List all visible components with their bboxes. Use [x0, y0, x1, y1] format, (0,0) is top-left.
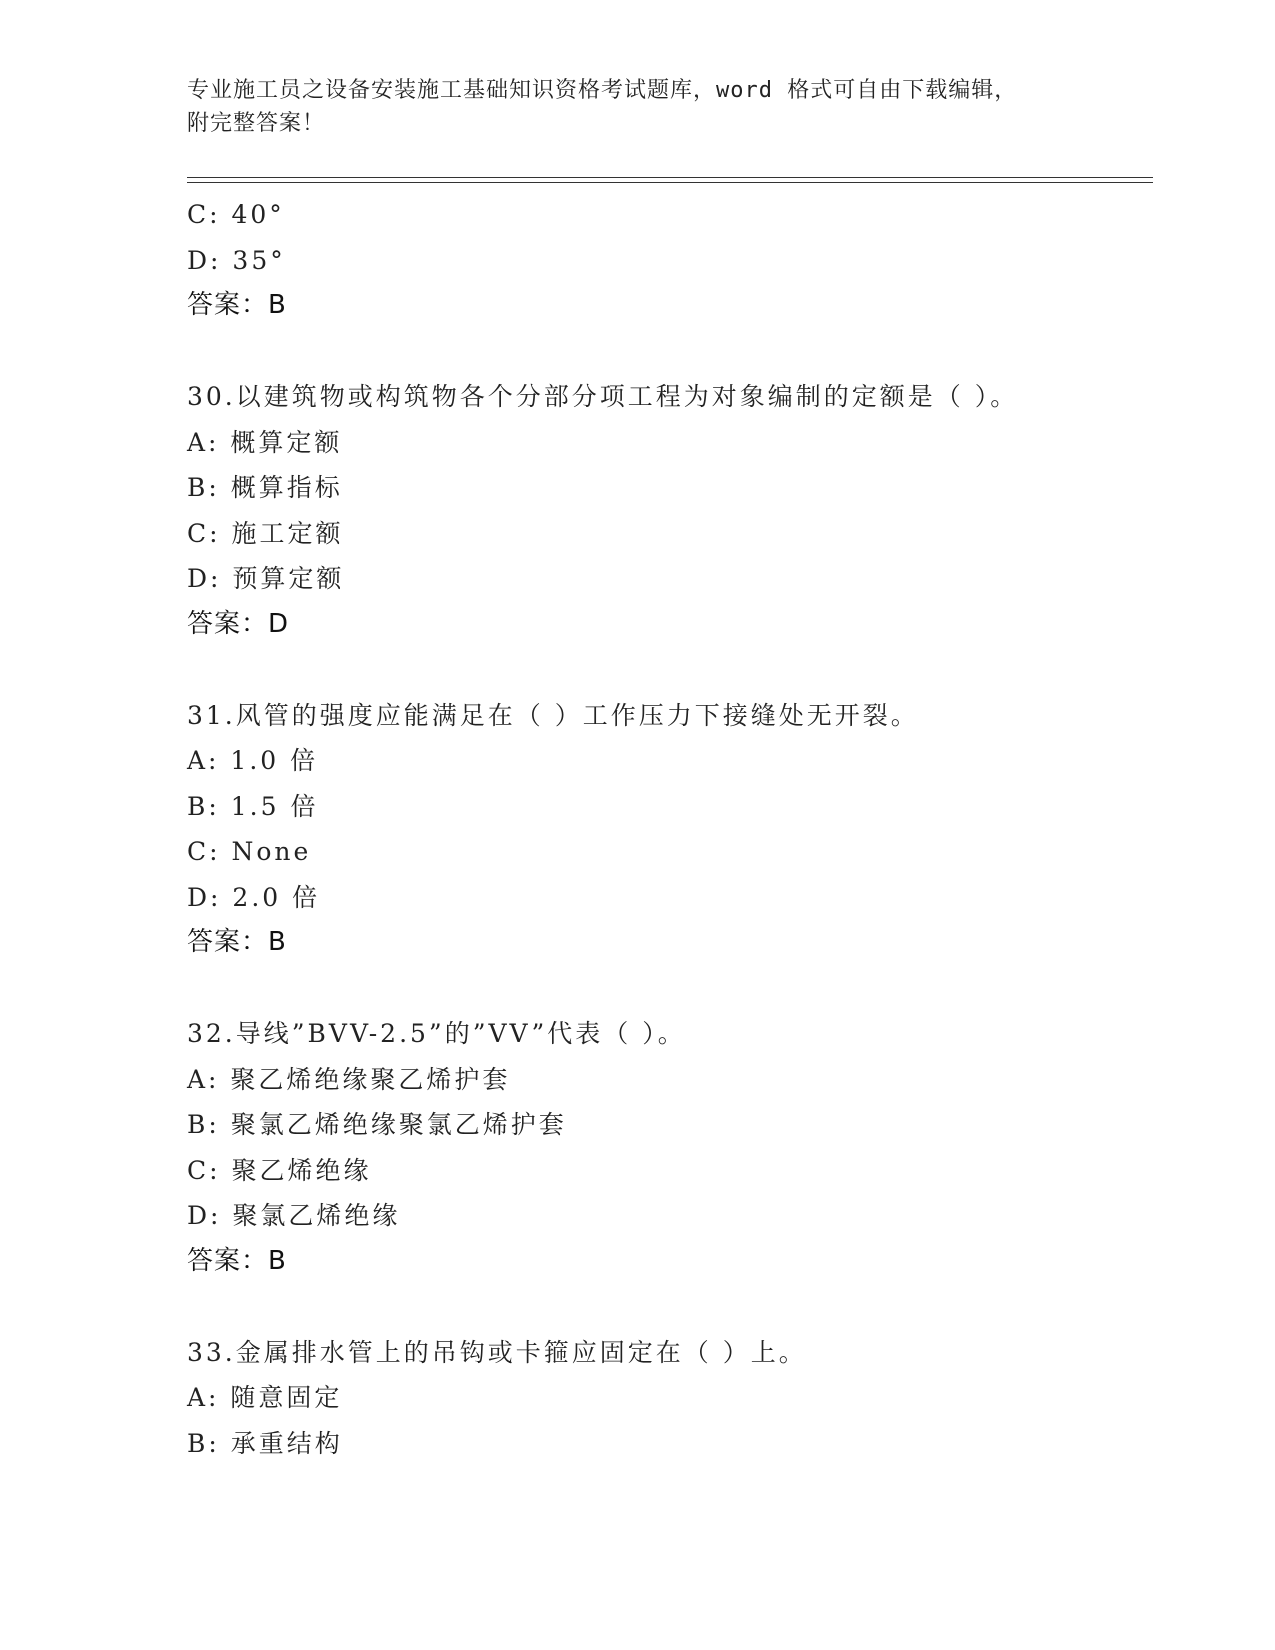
answer-line: 答案：B [187, 290, 287, 320]
option-b: B: 概算指标 [187, 473, 343, 502]
option-c: C: 聚乙烯绝缘 [187, 1155, 372, 1185]
question-33 [187, 1330, 1147, 1467]
option-d: D: 预算定额 [187, 564, 345, 593]
question-32 [187, 1011, 1147, 1284]
option-b: B: 聚氯乙烯绝缘聚氯乙烯护套 [187, 1110, 567, 1139]
question-list [187, 192, 1147, 1466]
option-c: C: 40° [187, 200, 285, 229]
option-a: A: 1.0 倍 [187, 746, 319, 775]
spacer [187, 329, 1147, 375]
question-stem: 30.以建筑物或构筑物各个分部分项工程为对象编制的定额是（ ）。 [187, 382, 1019, 411]
option-a: A: 聚乙烯绝缘聚乙烯护套 [187, 1064, 511, 1094]
spacer [187, 647, 1147, 693]
option-c: C: None [187, 837, 312, 866]
question-stem: 31.风管的强度应能满足在（ ）工作压力下接缝处无开裂。 [187, 700, 919, 730]
header-line-2: 附完整答案！ [187, 111, 326, 136]
answer-line: 答案：D [187, 608, 290, 639]
header-line-1: 专业施工员之设备安装施工基础知识资格考试题库，word 格式可自由下载编辑， [187, 78, 1018, 103]
answer-line: 答案：B [187, 1245, 287, 1276]
option-b: B: 1.5 倍 [187, 791, 319, 821]
option-d: D: 2.0 倍 [187, 882, 321, 912]
header-divider-top [187, 177, 1153, 178]
document-header [187, 74, 1087, 140]
answer-line: 答案：B [187, 927, 287, 957]
option-a: A: 概算定额 [187, 427, 343, 457]
previous-question-tail [187, 192, 1147, 329]
option-a: A: 随意固定 [187, 1383, 343, 1412]
question-30 [187, 374, 1147, 647]
header-divider-bottom [187, 182, 1153, 183]
option-d: D: 聚氯乙烯绝缘 [187, 1201, 401, 1230]
option-c: C: 施工定额 [187, 518, 344, 548]
option-d: D: 35° [187, 245, 286, 275]
question-31 [187, 693, 1147, 966]
question-stem: 33.金属排水管上的吊钩或卡箍应固定在（ ）上。 [187, 1337, 807, 1367]
option-b: B: 承重结构 [187, 1428, 343, 1458]
spacer [187, 966, 1147, 1012]
question-stem: 32.导线”BVV-2.5”的”VV”代表（ ）。 [187, 1019, 686, 1048]
spacer [187, 1284, 1147, 1330]
